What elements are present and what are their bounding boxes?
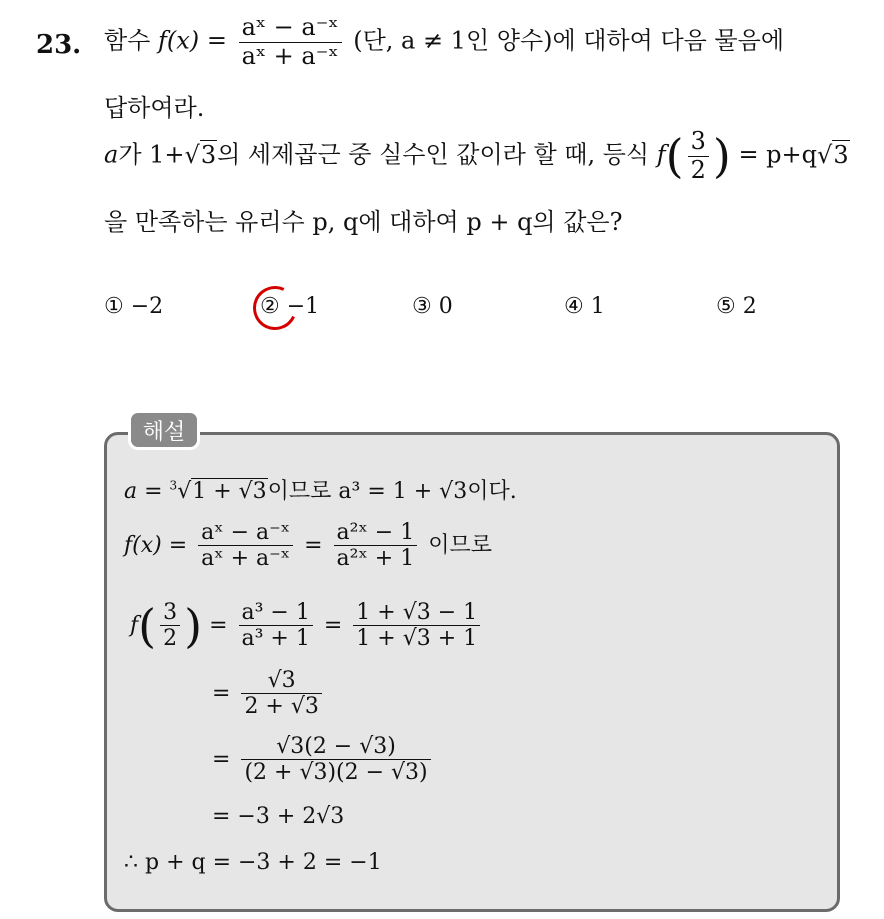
problem-line-2: 답하여라. — [104, 94, 205, 122]
f-symbol: f — [656, 140, 666, 169]
cube-root: √1 + √3 — [177, 479, 267, 504]
fraction-numerator: aˣ − a⁻ˣ — [241, 13, 339, 41]
selected-circle-mark — [247, 280, 303, 336]
function-lhs: f(x) — [158, 26, 200, 55]
solution-line-2: f(x) = $\frac{\text{aˣ − a⁻ˣ}}{\text{aˣ + a⁻ˣ}}$ = $\frac{\text{a²ˣ − 1}}{\text{a²ˣ + 1}}$ 이므로 — [124, 520, 492, 572]
sqrt-3: √3 — [184, 140, 217, 169]
solution-line-6: = −3 + 2√3 — [212, 804, 345, 829]
variable-a: a — [104, 140, 119, 169]
rhs-sqrt: √3 — [817, 140, 849, 169]
choice-4[interactable]: ④ 1 — [564, 294, 605, 319]
fraction-denominator: aˣ + a⁻ˣ — [239, 42, 342, 71]
solution-tag: 해설 — [128, 410, 200, 450]
problem-line-1 — [104, 14, 784, 70]
argument-fraction: $\frac{3}{2}$ — [688, 128, 709, 184]
equals-sign: = — [206, 26, 227, 55]
solution-line-3: f( $\frac{3}{2}$ ) = $\frac{\text{a³ − 1}}{\text{a³ + 1}}$ = $\frac{1 + √3 - 1}{1 + √3 + 1}$ — [130, 600, 484, 652]
problem-intro: 함수 — [104, 26, 151, 55]
line3-text: 가 1+ — [118, 140, 185, 169]
line3-text2: 의 세제곱근 중 실수인 값이라 할 때, 등식 — [217, 140, 650, 169]
solution-conclusion: ∴ p + q = −3 + 2 = −1 — [124, 850, 382, 875]
choice-5[interactable]: ⑤ 2 — [716, 294, 757, 319]
cube-root-index: 3 — [169, 478, 178, 493]
solution-line-4: = $\frac{√3}{2 + √3}$ — [212, 668, 326, 720]
problem-line-3: a가 1+√3의 세제곱근 중 실수인 값이라 할 때, 등식 f( $\frac{3}{2}$ ) = p+q√3 — [104, 127, 849, 184]
solution-line-1: a = $^3$√1 + √3이므로 a³ = 1 + √3이다. — [124, 478, 517, 504]
problem-number: 23. — [36, 30, 82, 60]
rhs: = p+q — [738, 140, 818, 169]
choice-3[interactable]: ③ 0 — [412, 294, 453, 319]
function-fraction — [239, 14, 342, 70]
choice-1[interactable]: ① −2 — [104, 294, 164, 319]
choice-2[interactable]: ② −1 — [260, 294, 319, 319]
solution-line-5: = $\frac{√3(2 - √3)}{(2 + √3)(2 - √3)}$ — [212, 734, 435, 786]
problem-line-4: 을 만족하는 유리수 p, q에 대하여 p + q의 값은? — [104, 208, 623, 236]
problem-condition: (단, a ≠ 1인 양수)에 대하여 다음 물음에 — [353, 26, 785, 55]
